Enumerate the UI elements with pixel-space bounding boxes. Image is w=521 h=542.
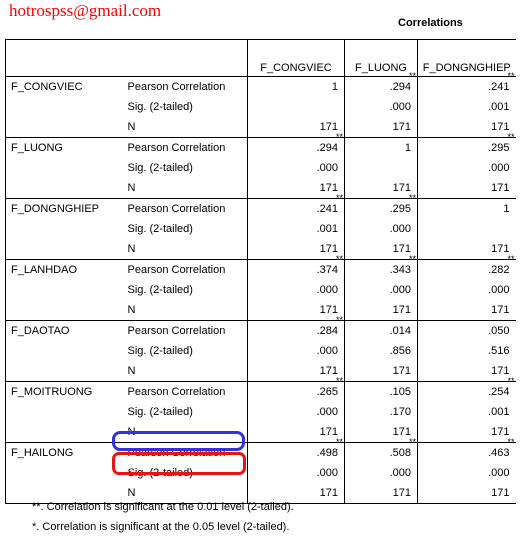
sig-cell: .000	[248, 402, 345, 422]
sig-cell: .000	[345, 97, 418, 117]
sig-cell: .000	[345, 280, 418, 300]
footnote: **. Correlation is significant at the 0.01 level (2-tailed).	[32, 501, 294, 513]
row-variable: F_MOITRUONG	[6, 382, 122, 443]
pearson-cell	[345, 193, 418, 220]
cell-value: 1	[404, 142, 411, 154]
row-variable: F_CONGVIEC	[6, 77, 122, 138]
header-corner	[6, 40, 248, 77]
sig-cell: .000	[345, 219, 418, 239]
n-cell: 171	[248, 422, 345, 443]
n-cell: 171	[248, 361, 345, 382]
pearson-cell	[248, 315, 345, 342]
n-cell: 171	[248, 178, 345, 199]
n-cell: 171	[345, 483, 418, 504]
stat-label: Pearson Correlation	[127, 264, 226, 276]
pearson-cell	[345, 437, 418, 464]
n-cell: 171	[418, 300, 516, 321]
pearson-cell	[418, 321, 516, 342]
footnotes	[32, 497, 294, 537]
sig-cell: .000	[345, 463, 418, 483]
cell-value: .343	[389, 264, 411, 276]
stat-label: N	[122, 422, 248, 443]
n-cell: 171	[345, 117, 418, 138]
stat-label: Pearson Correlation	[127, 142, 226, 154]
cell-value: .295	[488, 142, 510, 154]
n-cell: 171	[345, 178, 418, 199]
n-cell: 171	[248, 300, 345, 321]
cell-value: .295	[389, 203, 411, 215]
stat-label: Pearson Correlation	[127, 203, 226, 215]
stat-label: N	[122, 117, 248, 138]
significance-stars: **	[408, 437, 416, 447]
pearson-cell	[345, 71, 418, 98]
cell-value: .105	[389, 386, 411, 398]
cell-value: .498	[316, 447, 338, 459]
sig-cell	[345, 158, 418, 178]
n-cell: 171	[418, 361, 516, 382]
pearson-cell	[248, 77, 345, 98]
cell-value: .508	[389, 447, 411, 459]
table-row	[6, 138, 516, 159]
cell-value: .284	[316, 325, 338, 337]
n-cell: 171	[418, 239, 516, 260]
sig-cell	[248, 97, 345, 117]
sig-cell	[418, 219, 516, 239]
column-header: F_DONGNGHIEP	[418, 40, 516, 77]
pearson-cell	[345, 382, 418, 403]
table-row	[6, 321, 516, 342]
cell-value: .463	[488, 447, 510, 459]
sig-cell: .001	[418, 97, 516, 117]
n-cell: 171	[345, 361, 418, 382]
sig-cell: .856	[345, 341, 418, 361]
n-cell: 171	[248, 117, 345, 138]
significance-stars: **	[335, 376, 343, 386]
pearson-cell	[418, 376, 516, 403]
significance-stars: **	[507, 132, 515, 142]
significance-stars: **	[507, 437, 515, 447]
cell-value: .265	[316, 386, 338, 398]
significance-stars: **	[335, 254, 343, 264]
pearson-cell	[248, 132, 345, 159]
sig-cell: .170	[345, 402, 418, 422]
cell-value: .254	[488, 386, 510, 398]
pearson-cell	[345, 254, 418, 281]
significance-stars: **	[507, 71, 515, 81]
pearson-cell	[418, 437, 516, 464]
cell-value: .241	[316, 203, 338, 215]
stat-label: Sig. (2-tailed)	[127, 284, 193, 296]
table-row	[6, 260, 516, 281]
sig-cell: .001	[418, 402, 516, 422]
stat-label: Pearson Correlation	[127, 325, 226, 337]
stat-label: N	[122, 178, 248, 199]
stat-label: N	[122, 239, 248, 260]
pearson-cell	[345, 321, 418, 342]
stat-label: Sig. (2-tailed)	[127, 345, 193, 357]
sig-cell: .516	[418, 341, 516, 361]
pearson-cell	[248, 193, 345, 220]
correlations-body	[6, 40, 516, 504]
significance-stars: **	[335, 193, 343, 203]
column-header: F_CONGVIEC	[248, 40, 345, 77]
correlations-table	[5, 39, 516, 504]
significance-stars: **	[335, 315, 343, 325]
row-variable: F_LANHDAO	[6, 260, 122, 321]
stat-label: Pearson Correlation	[127, 386, 226, 398]
pearson-cell	[418, 71, 516, 98]
cell-value: .294	[389, 81, 411, 93]
stat-label: N	[122, 483, 248, 504]
pearson-cell	[248, 376, 345, 403]
row-variable: F_DONGNGHIEP	[6, 199, 122, 260]
table-title: Correlations	[398, 17, 463, 29]
contact-email: hotrospss@gmail.com	[9, 1, 162, 20]
significance-stars: **	[408, 254, 416, 264]
sig-cell: .000	[248, 280, 345, 300]
sig-cell: .000	[418, 463, 516, 483]
cell-value: 1	[503, 203, 510, 215]
significance-stars: **	[335, 132, 343, 142]
significance-stars: **	[335, 437, 343, 447]
stat-label: Pearson Correlation	[127, 81, 226, 93]
row-variable: F_HAILONG	[6, 443, 122, 504]
sig-cell: .000	[248, 463, 345, 483]
n-cell: 171	[248, 483, 345, 504]
cell-value: .050	[488, 325, 510, 337]
stat-label: Sig. (2-tailed)	[127, 406, 193, 418]
cell-value: .294	[316, 142, 338, 154]
sig-cell: .000	[418, 280, 516, 300]
pearson-cell	[248, 254, 345, 281]
n-cell: 171	[345, 239, 418, 260]
sig-cell: .001	[248, 219, 345, 239]
row-variable: F_LUONG	[6, 138, 122, 199]
stat-label: N	[122, 361, 248, 382]
footnote: *. Correlation is significant at the 0.05 level (2-tailed).	[32, 521, 290, 533]
pearson-cell	[248, 437, 345, 464]
sig-cell: .000	[248, 341, 345, 361]
stat-label: Pearson Correlation	[127, 447, 226, 459]
cell-value: 1	[331, 81, 338, 93]
significance-stars: **	[507, 376, 515, 386]
n-cell: 171	[248, 239, 345, 260]
n-cell: 171	[345, 300, 418, 321]
table-row	[6, 77, 516, 98]
pearson-cell	[345, 138, 418, 159]
table-row	[6, 199, 516, 220]
cell-value: .241	[488, 81, 510, 93]
cell-value: .282	[488, 264, 510, 276]
n-cell: 171	[418, 422, 516, 443]
table-row	[6, 382, 516, 403]
pearson-cell	[418, 132, 516, 159]
n-cell: 171	[418, 117, 516, 138]
n-cell: 171	[418, 178, 516, 199]
cell-value: .374	[316, 264, 338, 276]
significance-stars: **	[507, 254, 515, 264]
stat-label: Sig. (2-tailed)	[127, 467, 193, 479]
sig-cell: .000	[248, 158, 345, 178]
row-variable: F_DAOTAO	[6, 321, 122, 382]
n-cell: 171	[345, 422, 418, 443]
pearson-cell	[418, 199, 516, 220]
stat-label: Sig. (2-tailed)	[127, 101, 193, 113]
significance-stars: **	[408, 193, 416, 203]
cell-value: .014	[389, 325, 411, 337]
column-header: F_LUONG	[345, 40, 418, 77]
header-row	[6, 40, 516, 77]
pearson-cell	[418, 254, 516, 281]
significance-stars: **	[408, 71, 416, 81]
stat-label: Sig. (2-tailed)	[127, 223, 193, 235]
sig-cell: .000	[418, 158, 516, 178]
stat-label: N	[122, 300, 248, 321]
n-cell: 171	[418, 483, 516, 504]
table-row	[6, 443, 516, 464]
stat-label: Sig. (2-tailed)	[127, 162, 193, 174]
